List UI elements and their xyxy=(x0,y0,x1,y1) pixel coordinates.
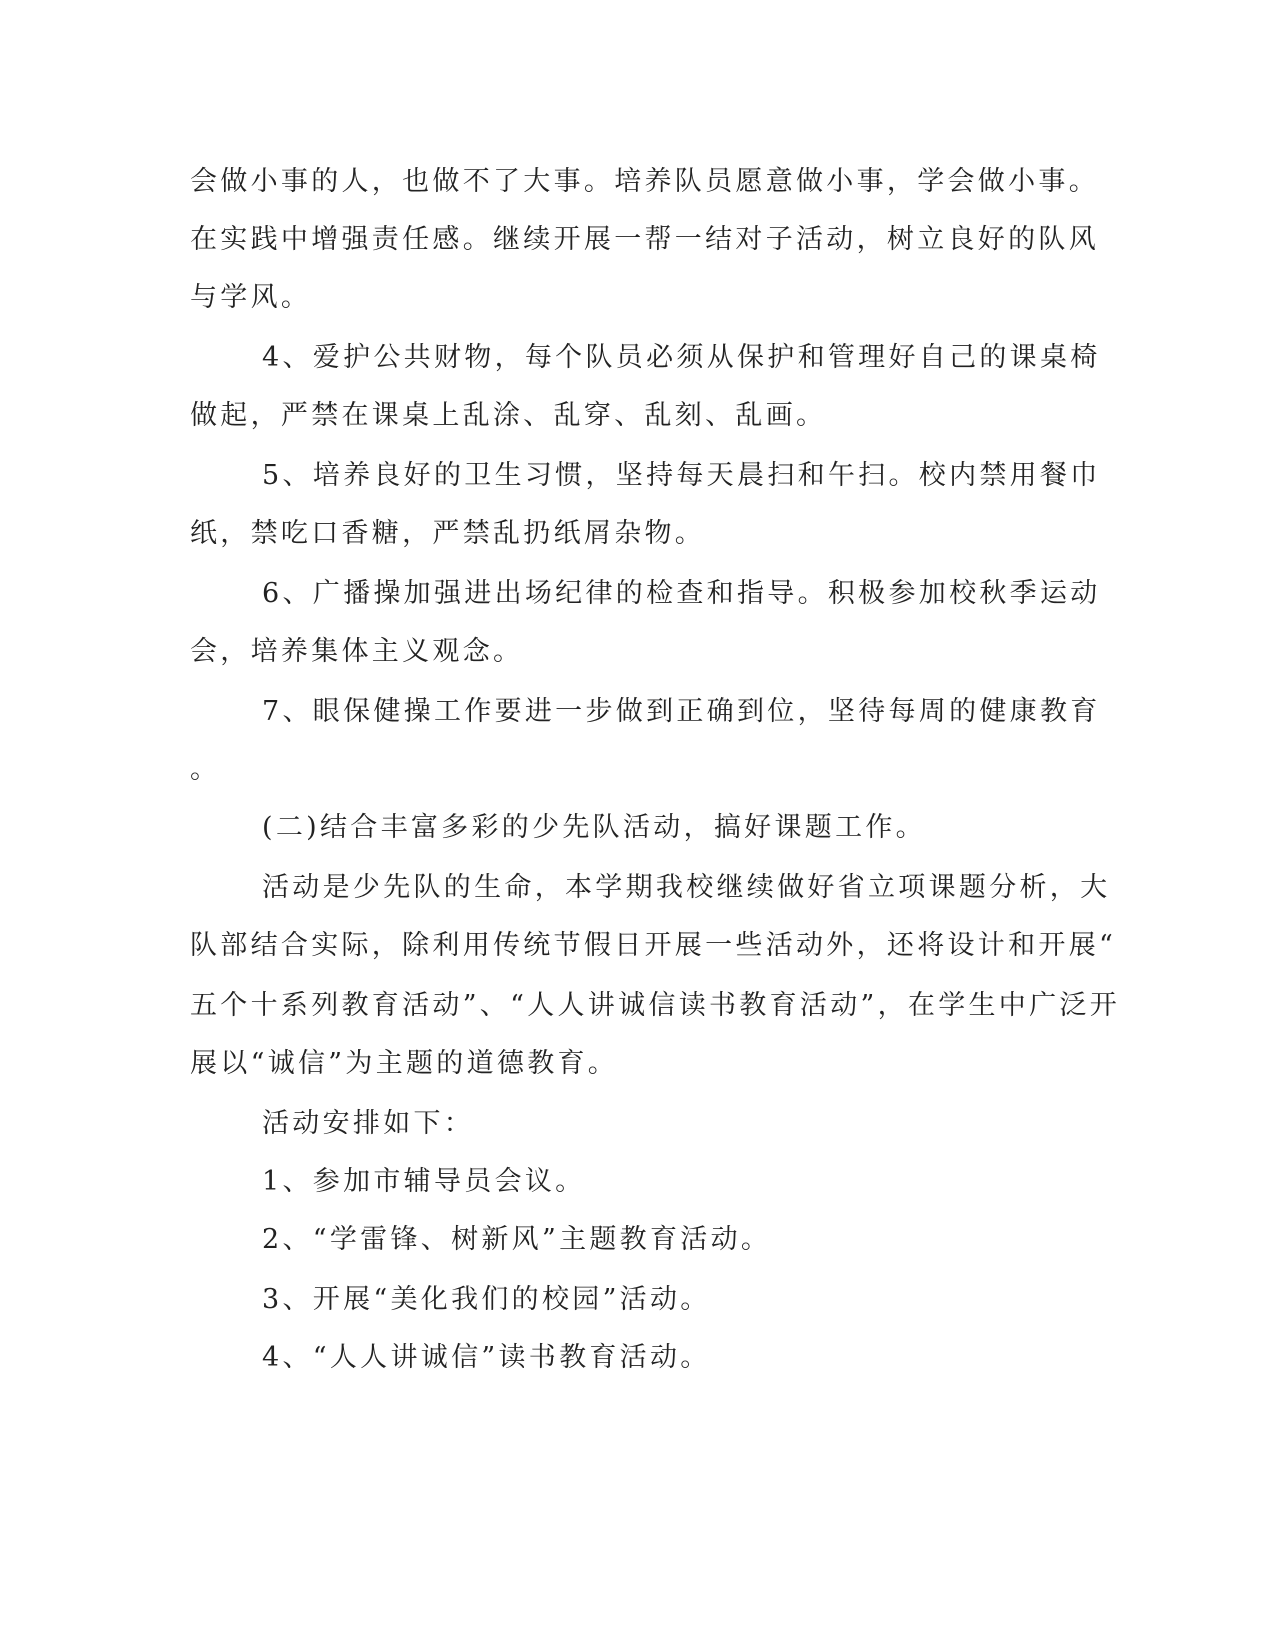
list-item: 4、“人人讲诚信”读书教育活动。 xyxy=(262,1342,711,1373)
text-line: 五个十系列教育活动”、“人人讲诚信读书教育活动”，在学生中广泛开 xyxy=(190,990,1121,1021)
text-line: 会做小事的人，也做不了大事。培养队员愿意做小事，学会做小事。 xyxy=(190,166,1099,197)
text-line: 5、培养良好的卫生习惯，坚持每天晨扫和午扫。校内禁用餐巾 xyxy=(262,460,1101,491)
text-line: 活动是少先队的生命，本学期我校继续做好省立项课题分析，大 xyxy=(262,872,1111,903)
text-line: 在实践中增强责任感。继续开展一帮一结对子活动，树立良好的队风 xyxy=(190,224,1099,255)
text-line: 。 xyxy=(190,754,221,785)
text-line: 7、眼保健操工作要进一步做到正确到位，坚待每周的健康教育 xyxy=(262,696,1101,727)
text-line: 活动安排如下： xyxy=(262,1108,475,1139)
text-line: 会，培养集体主义观念。 xyxy=(190,636,524,667)
text-line: 4、爱护公共财物，每个队员必须从保护和管理好自己的课桌椅 xyxy=(262,342,1101,373)
text-line: 队部结合实际，除利用传统节假日开展一些活动外，还将设计和开展“ xyxy=(190,930,1117,961)
section-heading: (二)结合丰富多彩的少先队活动，搞好课题工作。 xyxy=(262,812,926,843)
list-item: 1、参加市辅导员会议。 xyxy=(262,1166,586,1197)
list-item: 3、开展“美化我们的校园”活动。 xyxy=(262,1284,711,1315)
text-line: 展以“诚信”为主题的道德教育。 xyxy=(190,1048,619,1079)
text-line: 与学风。 xyxy=(190,282,312,313)
text-line: 做起，严禁在课桌上乱涂、乱穿、乱刻、乱画。 xyxy=(190,400,827,431)
text-line: 纸，禁吃口香糖，严禁乱扔纸屑杂物。 xyxy=(190,518,706,549)
list-item: 2、“学雷锋、树新风”主题教育活动。 xyxy=(262,1224,772,1255)
text-line: 6、广播操加强进出场纪律的检查和指导。积极参加校秋季运动 xyxy=(262,578,1101,609)
